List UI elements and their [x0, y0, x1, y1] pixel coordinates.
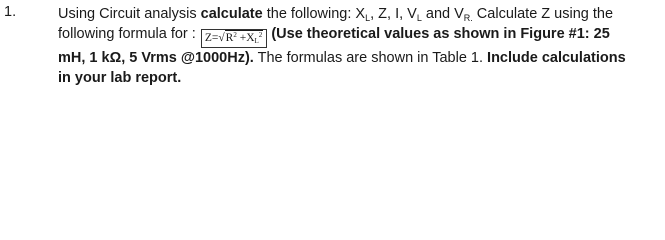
text-line-1: [58, 4, 658, 24]
bold-run: mH, 1 kΩ, 5 Vrms @1000Hz).: [58, 50, 254, 66]
bold-run: in your lab report.: [58, 70, 182, 86]
impedance-formula: [201, 29, 267, 48]
sqrt-sign: √: [218, 32, 225, 44]
formula-lhs: Z=: [204, 32, 219, 44]
text-run: , Z, I, V: [370, 6, 417, 22]
subscript: L: [365, 13, 371, 23]
subscript: L: [416, 13, 422, 23]
text-run: and V: [421, 6, 464, 22]
text-run: the following: X: [262, 6, 366, 22]
formula-r: R: [225, 32, 234, 44]
bold-run: (Use theoretical values as shown in Figure #1: 25: [267, 26, 610, 42]
text-run: The formulas are shown in Table 1.: [253, 50, 488, 66]
radicand: [225, 30, 264, 45]
superscript: 2: [233, 31, 237, 39]
text-line-3: [58, 48, 658, 68]
text-line-4: [58, 68, 658, 88]
document-page: [0, 0, 665, 91]
question-text: [58, 4, 658, 88]
subscript: R.: [463, 13, 473, 23]
item-number: 1.: [4, 4, 17, 20]
bold-run: calculate: [200, 6, 263, 22]
superscript: 2: [258, 31, 263, 39]
formula-plus-x: +X: [236, 32, 255, 44]
text-run: Using Circuit analysis: [58, 6, 201, 22]
text-run: following formula for :: [58, 26, 200, 42]
text-line-2: [58, 24, 658, 48]
bold-run: Include calculations: [487, 50, 626, 66]
text-run: Calculate Z using the: [472, 6, 614, 22]
sqrt-symbol: [218, 30, 263, 47]
subscript: L: [254, 37, 259, 45]
